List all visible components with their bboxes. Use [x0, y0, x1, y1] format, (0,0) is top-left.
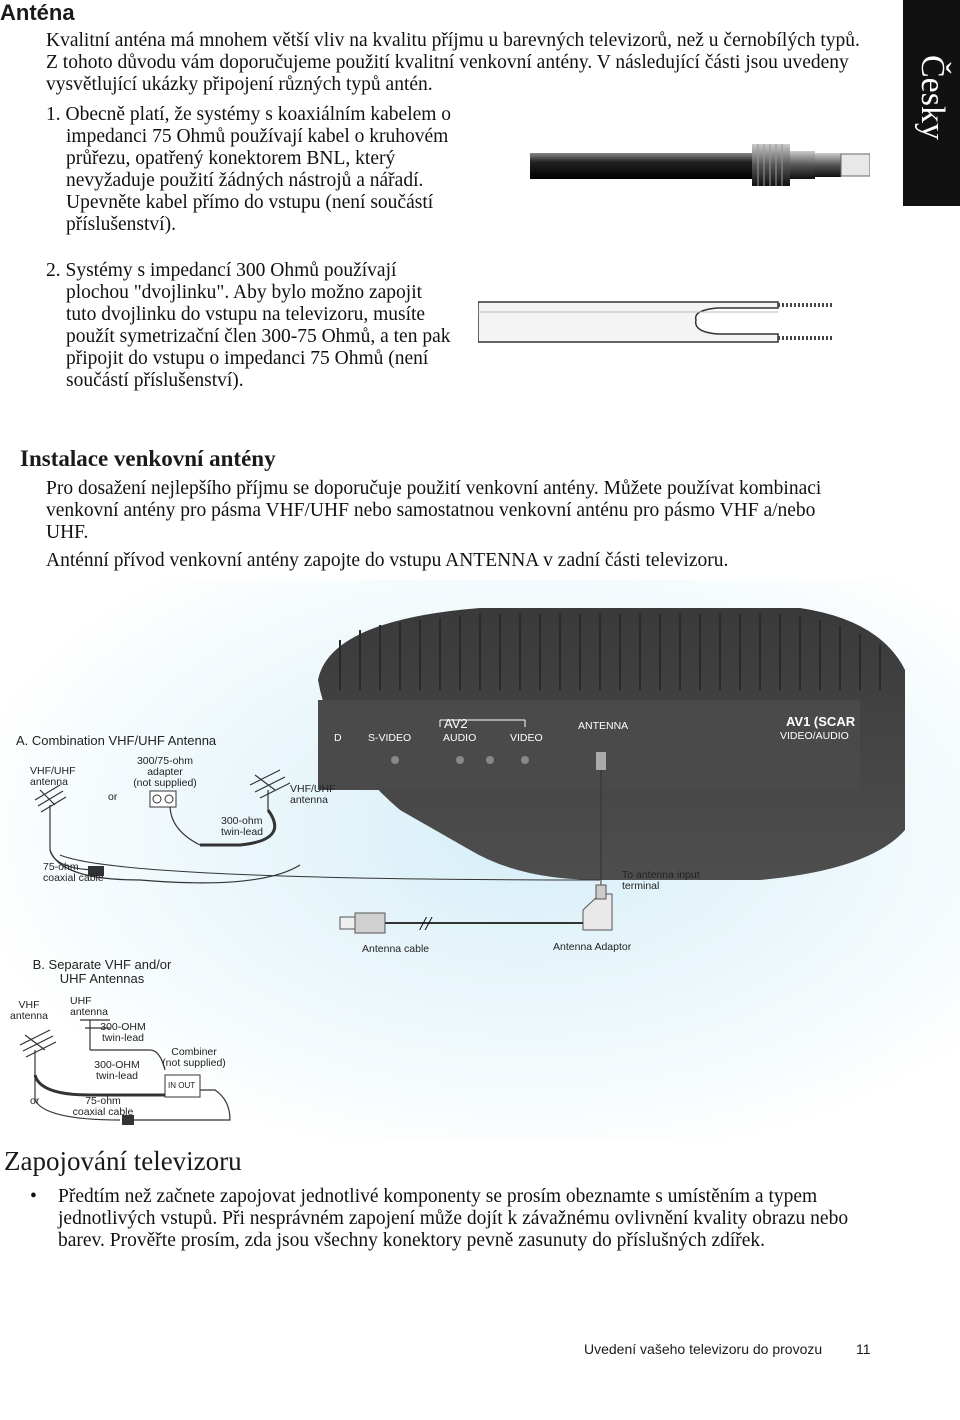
list-item-twinlead: [46, 260, 456, 392]
outdoor-paragraph-2: Anténní přívod venkovní antény zapojte do vstupu ANTENNA v zadní části televizoru.: [46, 550, 729, 571]
bullet-glyph: •: [30, 1186, 37, 1207]
diagram-a-title: A. Combination VHF/UHF Antenna: [16, 733, 217, 748]
diagram-a-or: or: [108, 791, 118, 803]
twinlead-cable-illustration: [478, 298, 838, 348]
diagram-graphics: [0, 580, 960, 1140]
diagram-b-twinlead-1: 300-OHM twin-lead: [100, 1021, 146, 1044]
panel-label-av2-video: VIDEO: [510, 732, 543, 744]
outdoor-paragraph-1: Pro dosažení nejlepšího příjmu se doporučuje použití venkovní antény. Můžete používat kombinaci venkovní antény pro pásma VHF/UHF nebo samostatnou venkovní anténu pro pásmo VHF a/nebo UHF.: [46, 478, 822, 543]
antenna-connection-diagram: [0, 580, 960, 1140]
diagram-a-adapter: 300/75-ohm adapter (not supplied): [133, 755, 197, 789]
section-title-tv-connection: Zapojování televizoru: [4, 1146, 242, 1176]
diagram-a-vhfuhf-left: VHF/UHF antenna: [30, 765, 76, 788]
diagram-b-title: B. Separate VHF and/or UHF Antennas: [32, 957, 172, 986]
section-title-antena: Anténa: [0, 0, 75, 25]
intro-paragraph: Kvalitní anténa má mnohem větší vliv na kvalitu příjmu u barevných televizorů, než u černobílých typů. Z tohoto důvodu vám doporučujeme použití kvalitní venkovní antény. V následující části jsou uvedeny vysvětlující ukázky připojení různých typů antén.: [46, 30, 860, 95]
diagram-b-coax: 75-ohm coaxial cable: [72, 1095, 134, 1118]
list-item-coax: [46, 104, 456, 236]
diagram-b-inout: IN OUT: [168, 1081, 196, 1090]
coax-cable-illustration: [530, 140, 870, 190]
list-item-coax-text: 1. Obecně platí, že systémy s koaxiálním kabelem o impedanci 75 Ohmů používají kabel o kruhovém průřezu, opatřený konektorem BNL, který nevyžaduje použití žádných nástrojů a nářadí. Upevněte kabel přímo do vstupu (není součástí příslušenství).: [46, 104, 452, 235]
panel-label-av2-audio: AUDIO: [443, 732, 477, 744]
page-number: 11: [856, 1341, 871, 1357]
diagram-b-or: or: [30, 1095, 40, 1107]
panel-label-d: D: [334, 732, 342, 744]
language-tab-label: Česky: [914, 55, 951, 140]
panel-label-antenna: ANTENNA: [578, 720, 629, 732]
diagram-b-combiner: Combiner (not supplied): [162, 1046, 226, 1069]
language-tab: [903, 0, 960, 206]
diagram-antenna-cable: Antenna cable: [362, 943, 430, 955]
section-title-outdoor-antenna: Instalace venkovní antény: [20, 446, 276, 471]
panel-label-av1-sub: VIDEO/AUDIO: [780, 730, 849, 742]
diagram-a-twinlead: 300-ohm twin-lead: [221, 815, 264, 838]
diagram-to-terminal: To antenna input terminal: [622, 869, 700, 892]
footer-chapter-title: Uvedení vašeho televizoru do provozu: [584, 1341, 823, 1357]
panel-label-av2: AV2: [444, 716, 468, 731]
diagram-a-vhfuhf-right: VHF/UHF antenna: [290, 783, 336, 806]
diagram-b-twinlead-2: 300-OHM twin-lead: [94, 1059, 140, 1082]
diagram-b-vhf: VHF antenna: [10, 999, 48, 1022]
list-item-twinlead-text: 2. Systémy s impedancí 300 Ohmů používají plochou "dvojlinku". Aby bylo možno zapojit tuto dvojlinku do vstupu na televizoru, musíte použít symetrizační člen 300-75 Ohmů, a ten pak připojit do vstupu o impedanci 75 Ohmů (není součástí příslušenství).: [46, 260, 451, 391]
diagram-antenna-adaptor: Antenna Adaptor: [553, 941, 632, 953]
bullet-text: Předtím než začnete zapojovat jednotlivé komponenty se prosím obeznamte s umístěním a typem jednotlivých vstupů. Při nesprávném zapojení může dojít k závažnému ovlivnění kvality obrazu nebo barev. Prověřte prosím, zda jsou všechny konektory pevně zasunuty do příslušných zdířek.: [58, 1186, 849, 1251]
panel-label-svideo: S-VIDEO: [368, 732, 412, 744]
svg-text://: //: [420, 913, 432, 935]
diagram-a-coax: 75-ohm coaxial cable: [43, 861, 104, 884]
panel-label-av1: AV1 (SCAR: [786, 714, 856, 729]
bullet-list-item: [30, 1186, 860, 1252]
diagram-b-uhf: UHF antenna: [70, 995, 108, 1018]
